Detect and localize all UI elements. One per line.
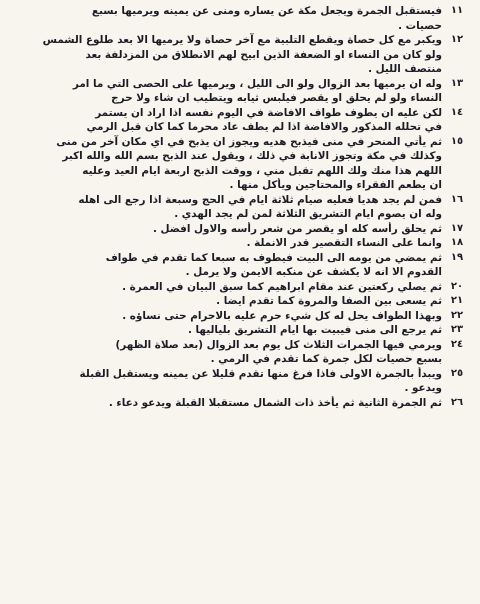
item-text bbox=[6, 222, 442, 237]
list-item bbox=[6, 309, 472, 324]
list-item bbox=[6, 323, 472, 338]
item-text bbox=[6, 280, 442, 295]
item-text bbox=[6, 193, 442, 222]
item-text bbox=[6, 106, 442, 135]
text-line: ثم يمضي من يومه الى البيت فيطوف به سبعا كما تقدم في طواف bbox=[105, 251, 442, 264]
item-number: ١٩ bbox=[450, 251, 464, 263]
text-line: ولو كان من النساء او الضعفة الذين ابيح لهم الانطلاق من المزدلفة بعد bbox=[85, 48, 442, 61]
text-line: فيستقبل الجمرة ويجعل مكة عن يساره ومنى عن يمينه ويرميها بسبع bbox=[91, 5, 442, 17]
item-text bbox=[6, 236, 442, 251]
item-number: ١٧ bbox=[450, 222, 464, 234]
list-item bbox=[6, 294, 472, 309]
item-text bbox=[6, 33, 442, 77]
item-number: ٢٥ bbox=[450, 367, 464, 379]
item-text bbox=[6, 396, 442, 411]
item-text bbox=[6, 309, 442, 324]
item-number: ١٥ bbox=[450, 135, 464, 147]
list-item bbox=[6, 367, 472, 396]
text-line: منتصف الليل . bbox=[368, 63, 442, 75]
text-line: وبهذا الطواف يحل له كل شيء حرم عليه بالاحرام حتى نساؤه . bbox=[122, 309, 442, 322]
text-line: فمن لم يجد هديا فعليه صيام ثلاثة ايام في الحج وسبعة اذا رجع الى اهله bbox=[78, 193, 442, 206]
list-item bbox=[6, 338, 472, 367]
list-item bbox=[6, 33, 472, 77]
text-line: ثم يرجع الى منى فيبيت بها ايام التشريق بلياليها . bbox=[187, 324, 442, 336]
item-number: ١٣ bbox=[450, 77, 464, 89]
item-text bbox=[6, 4, 442, 33]
list-item bbox=[6, 193, 472, 222]
item-text bbox=[6, 323, 442, 338]
item-number: ٢٢ bbox=[450, 309, 464, 321]
item-text bbox=[6, 135, 442, 193]
text-line: ان يطعم الفقراء والمحتاجين ويأكل منها . bbox=[229, 179, 442, 191]
item-number: ١٤ bbox=[450, 106, 464, 118]
item-text bbox=[6, 367, 442, 396]
text-line: ثم يصلي ركعتين عند مقام ابراهيم كما سبق البيان في العمرة . bbox=[122, 280, 442, 293]
item-text bbox=[6, 251, 442, 280]
item-number: ١٦ bbox=[450, 193, 464, 205]
item-text bbox=[6, 77, 442, 106]
text-line: ويرمي فيها الجمرات الثلاث كل يوم بعد الزوال (بعد صلاة الظهر) bbox=[115, 338, 442, 351]
item-number: ٢٦ bbox=[450, 396, 464, 408]
text-line: ويبدأ بالجمرة الاولى فاذا فرغ منها تقدم قليلا عن يمينه ويستقبل القبلة bbox=[79, 367, 442, 380]
list-item bbox=[6, 236, 472, 251]
text-line: ويكبر مع كل حصاة ويقطع التلبية مع آخر حصاة ولا يرميها الا بعد طلوع الشمس bbox=[42, 34, 442, 46]
item-number: ١٨ bbox=[450, 237, 464, 248]
item-number: ١١ bbox=[450, 5, 464, 16]
text-line: ثم الجمرة الثانية ثم يأخذ ذات الشمال مستقبلا القبلة ويدعو دعاء . bbox=[108, 396, 442, 409]
list-item bbox=[6, 251, 472, 280]
item-number: ١٢ bbox=[450, 34, 464, 45]
text-line: ثم يحلق رأسه كله او يقصر من شعر رأسه والاول افضل . bbox=[152, 222, 442, 235]
item-text bbox=[6, 294, 442, 309]
text-line: لكن عليه ان يطوف طواف الافاضة في اليوم نفسه اذا اراد ان يستمر bbox=[95, 106, 442, 119]
text-line: حصيات . bbox=[398, 19, 442, 32]
list-item bbox=[6, 222, 472, 237]
item-number: ٢٤ bbox=[450, 338, 464, 350]
text-line: وله ان يصوم ايام التشريق الثلاثة لمن لم يجد الهدي . bbox=[174, 208, 442, 220]
text-line: وانما على النساء التقصير قدر الانملة . bbox=[246, 237, 442, 249]
text-line: ثم يأتي المنحر في منى فيذبح هديه ويجوز ان يذبح في اي مكان آخر من منى bbox=[56, 135, 442, 148]
list-item bbox=[6, 396, 472, 411]
text-line: اللهم هذا منك ولك اللهم تقبل مني ، ووقت الذبح اربعة ايام العيد وعليه bbox=[82, 164, 442, 177]
list-item bbox=[6, 106, 472, 135]
item-number: ٢١ bbox=[450, 295, 464, 306]
text-line: ثم يسعى بين الصفا والمروة كما تقدم ايضا . bbox=[216, 295, 442, 307]
item-number: ٢٠ bbox=[450, 280, 464, 292]
list-item bbox=[6, 135, 472, 193]
text-line: وكذلك في مكة وتجوز الانابة في ذلك ، ويقول عند الذبح بسم الله والله اكبر bbox=[62, 150, 442, 162]
text-line: النساء ولو لم يحلق او يقصر فيلبس ثيابه ويتطيب ان شاء ولا حرج bbox=[111, 92, 442, 104]
text-line: بسبع حصيات لكل جمرة كما تقدم في الرمي . bbox=[210, 353, 442, 365]
text-line: ويدعو . bbox=[404, 382, 442, 394]
text-line: في تحلله المذكور والافاضة اذا لم يطف عاد محرما كما كان قبل الرمي bbox=[86, 121, 442, 133]
text-line: القدوم الا انه لا يكشف عن منكبه الايمن ولا يرمل . bbox=[185, 266, 442, 278]
list-item bbox=[6, 4, 472, 33]
item-text bbox=[6, 338, 442, 367]
list-item bbox=[6, 280, 472, 295]
text-line: وله ان يرميها بعد الزوال ولو الى الليل ، ويرميها على الحصى التي ما امر bbox=[72, 77, 442, 90]
item-number: ٢٣ bbox=[450, 324, 464, 335]
list-item bbox=[6, 77, 472, 106]
